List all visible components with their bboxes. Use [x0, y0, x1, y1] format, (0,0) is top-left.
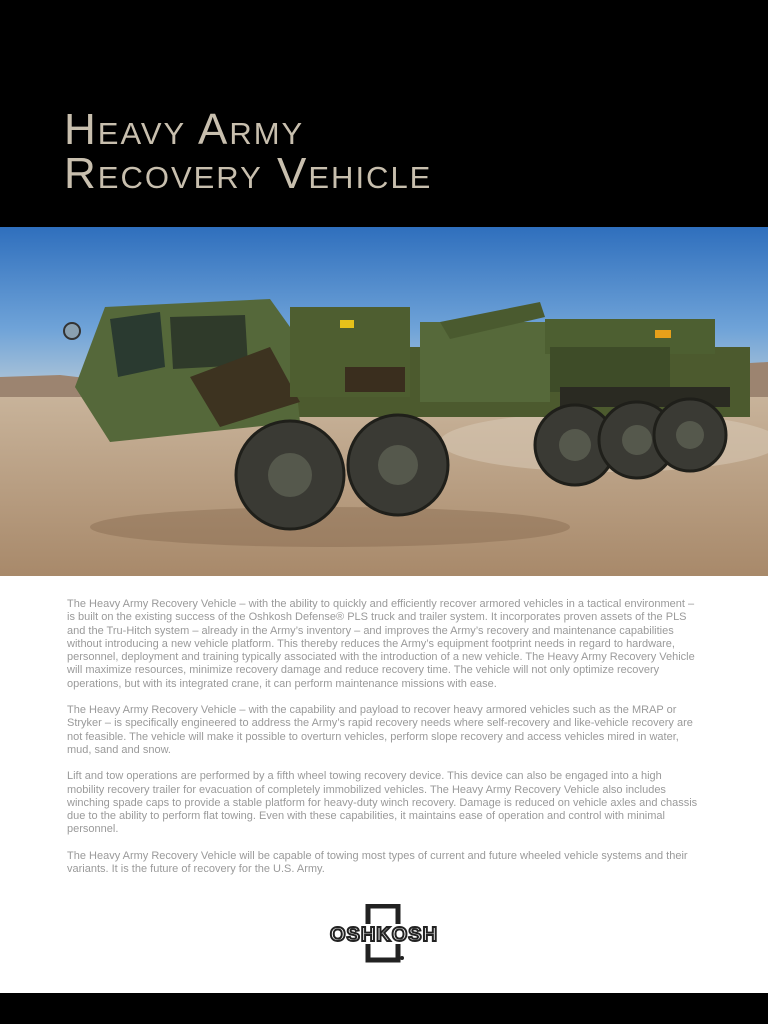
body-text [67, 598, 699, 889]
oshkosh-logo [318, 904, 450, 964]
paragraph-1: The Heavy Army Recovery Vehicle – with the ability to quickly and efficiently recover armored vehicles in a tactical environment – is built on the existing success of the Oshkosh Defense® PLS truck and trailer system. It incorporates proven assets of the PLS and the Tru-Hitch system – already in the Army’s inventory – and improves the Army’s recovery and maintenance capabilities without introducing a new vehicle platform. This thereby reduces the Army’s equipment footprint needs in regard to hardware, personnel, deployment and training typically associated with the introduction of a new vehicle. The Heavy Army Recovery Vehicle will maximize resources, minimize recovery damage and reduce recovery time. The vehicle will not only optimize recovery operations, but with its integrated crane, it can perform maintenance missions with ease. [67, 598, 695, 690]
paragraph-4: The Heavy Army Recovery Vehicle will be capable of towing most types of current and future wheeled vehicle systems and their variants. It is the future of recovery for the U.S. Army. [67, 849, 688, 876]
page-title [64, 105, 433, 198]
title-line-1: Heavy Army [64, 105, 305, 154]
paragraph-3: Lift and tow operations are performed by a fifth wheel towing recovery device. This device can also be engaged into a high mobility recovery trailer for evacuation of completely immobilized vehicles. The Heavy Army Recovery Vehicle also includes winching spade caps to provide a stable platform for heavy-duty winch recovery. Damage is reduced on vehicle axles and chassis due to the ability to perform flat towing. Even with these capabilities, it maintains ease of operation and control with minimal personnel. [67, 770, 698, 836]
header-band [0, 0, 768, 227]
paragraph-2: The Heavy Army Recovery Vehicle – with the capability and payload to recover heavy armored vehicles such as the MRAP or Stryker – is specifically engineered to address the Army’s rapid recovery needs where self-recovery and like-vehicle recovery are not feasible. The vehicle will make it possible to overturn vehicles, perform slope recovery and access vehicles mired in water, mud, sand and snow. [67, 704, 693, 756]
svg-text:OSHKOSH: OSHKOSH [329, 924, 439, 946]
vehicle-photo [0, 227, 768, 576]
title-line-2: Recovery Vehicle [64, 149, 433, 198]
footer-band [0, 993, 768, 1024]
